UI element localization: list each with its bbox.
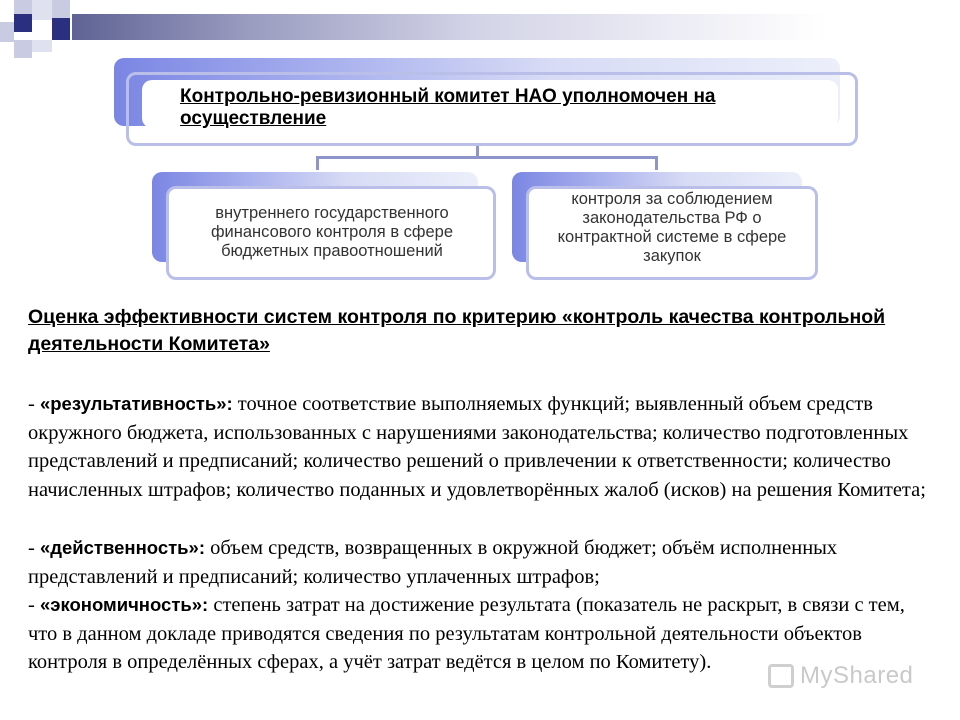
item-text: объем средств, возвращенных в окружной бюджет; объём исполненных представлений и предписаний; количество уплаченных штрафов; xyxy=(28,537,838,588)
diagram-title: Контрольно-ревизионный комитет НАО уполномочен на осуществление xyxy=(180,86,716,129)
list-item xyxy=(28,390,933,504)
decor-square xyxy=(32,20,52,40)
connector-left xyxy=(316,156,319,170)
decor-square xyxy=(52,0,70,18)
list-item xyxy=(28,591,933,677)
item-prefix: - xyxy=(28,393,40,415)
decor-square xyxy=(52,18,70,40)
decor-square xyxy=(32,0,52,20)
item-prefix: - xyxy=(28,594,40,616)
connector-right xyxy=(655,156,658,170)
item-term: «экономичность»: xyxy=(39,594,209,615)
decor-square xyxy=(14,40,32,58)
watermark-icon xyxy=(768,664,794,688)
item-text: степень затрат на достижение результата (показатель не раскрыт, в связи с тем, что в данном докладе приводятся сведения по результатам контрольной деятельности объектов контроля в определённых сферах, а учёт затрат ведётся в целом по Комитету). xyxy=(28,594,905,674)
item-text: точное соответствие выполняемых функций; выявленный объем средств окружного бюджета, использованных с нарушениями законодательства; количество подготовленных представлений и предписаний; количество решений о привлечении к ответственности; количество начисленных штрафов; количество поданных и удовлетворённых жалоб (исков) на решения Комитета; xyxy=(28,393,926,501)
header-gradient-bar xyxy=(72,14,960,40)
connector-horizontal xyxy=(316,156,658,159)
left-box-text: внутреннего государственного финансового контроля в сфере бюджетных правоотношений xyxy=(210,204,454,260)
item-term: «результативность»: xyxy=(39,393,233,414)
item-prefix: - xyxy=(28,537,40,559)
decor-square xyxy=(32,40,52,52)
list-item xyxy=(28,534,933,591)
right-box-text: контроля за соблюдением законодательства РФ о контрактной системе в сфере закупок xyxy=(557,190,787,265)
decor-square xyxy=(0,22,14,42)
section-heading: Оценка эффективности систем контроля по критерию «контроль качества контрольной деятельности Комитета» xyxy=(28,306,886,355)
watermark-text: MyShared xyxy=(800,662,914,689)
item-term: «действенность»: xyxy=(39,537,205,558)
decor-square xyxy=(14,14,32,32)
